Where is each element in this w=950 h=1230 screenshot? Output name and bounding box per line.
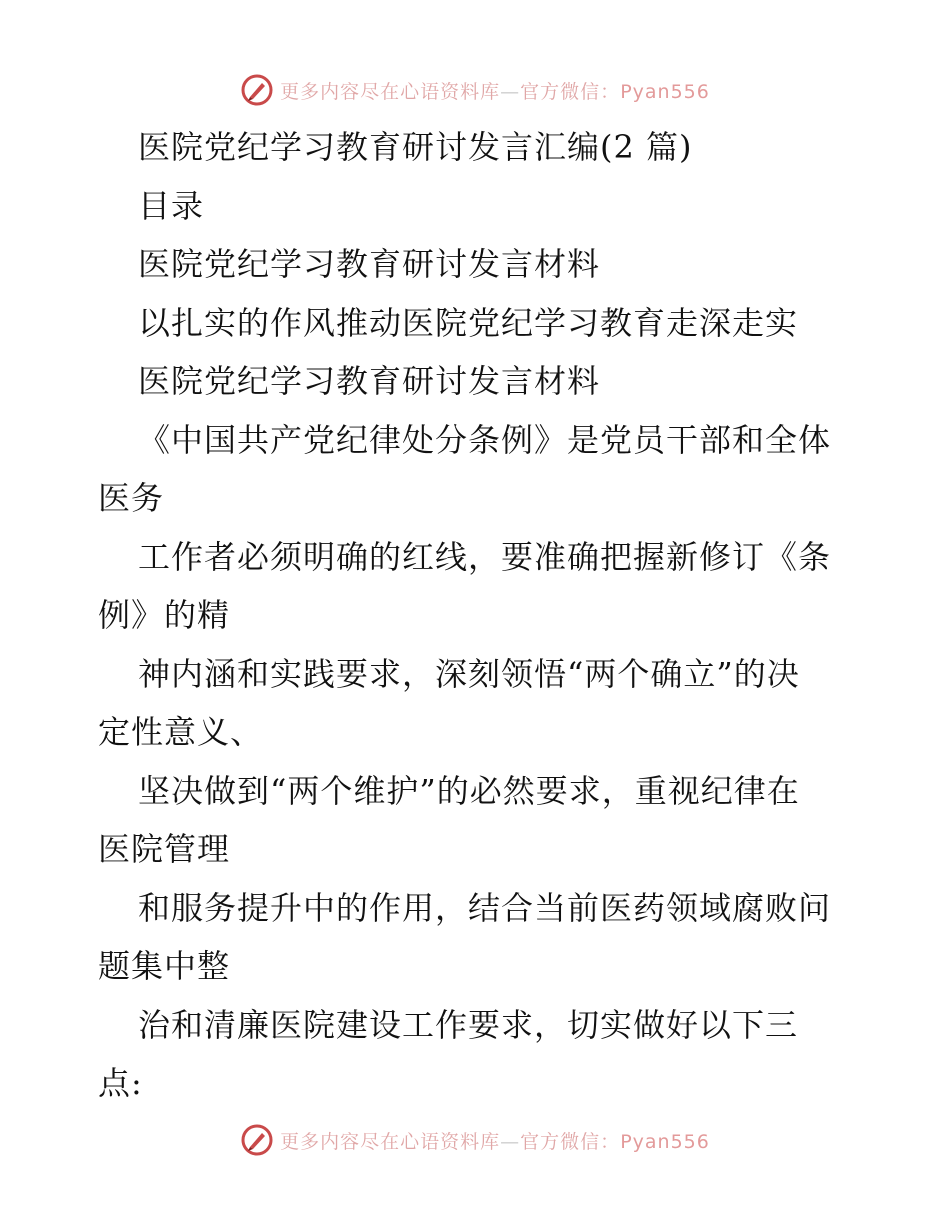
pen-logo-icon — [240, 73, 274, 107]
text-line: 和服务提升中的作用，结合当前医药领域腐败问 — [138, 888, 832, 927]
watermark-text-group — [280, 77, 710, 104]
pen-logo-icon — [240, 1123, 274, 1157]
text-line: 《中国共产党纪律处分条例》是党员干部和全体 — [138, 420, 832, 459]
watermark-text: 更多内容尽在心语资料库 — [280, 1130, 501, 1153]
text-line: 以扎实的作风推动医院党纪学习教育走深走实 — [138, 303, 799, 342]
watermark-separator: — — [500, 1130, 521, 1153]
text-line: 坚决做到“两个维护”的必然要求，重视纪律在 — [138, 771, 800, 810]
watermark-wechat-label: 官方微信： — [520, 80, 621, 103]
watermark-separator: — — [500, 80, 521, 103]
watermark-footer — [0, 1120, 950, 1160]
text-line: 神内涵和实践要求，深刻领悟“两个确立”的决 — [138, 654, 800, 693]
text-line: 医院党纪学习教育研讨发言材料 — [138, 362, 601, 400]
watermark-wechat-label: 官方微信： — [520, 1130, 621, 1153]
text-line: 题集中整 — [98, 947, 231, 985]
text-line: 定性意义、 — [98, 713, 264, 751]
watermark-header — [0, 70, 950, 110]
text-line: 点: — [98, 1064, 143, 1102]
watermark-wechat-id: Pyan556 — [620, 1130, 710, 1153]
text-line: 例》的精 — [98, 596, 231, 634]
text-line: 医院党纪学习教育研讨发言材料 — [138, 245, 601, 283]
text-line: 治和清廉医院建设工作要求，切实做好以下三 — [138, 1005, 799, 1044]
watermark-text-group — [280, 1127, 710, 1154]
text-line: 医院党纪学习教育研讨发言汇编(2 篇) — [138, 128, 693, 166]
watermark-wechat-id: Pyan556 — [620, 80, 710, 103]
text-line: 医务 — [98, 479, 165, 517]
document-body — [98, 118, 858, 1113]
text-line: 工作者必须明确的红线，要准确把握新修订《条 — [138, 537, 832, 576]
text-line: 目录 — [138, 186, 205, 225]
text-line: 医院管理 — [98, 830, 231, 868]
watermark-text: 更多内容尽在心语资料库 — [280, 80, 501, 103]
